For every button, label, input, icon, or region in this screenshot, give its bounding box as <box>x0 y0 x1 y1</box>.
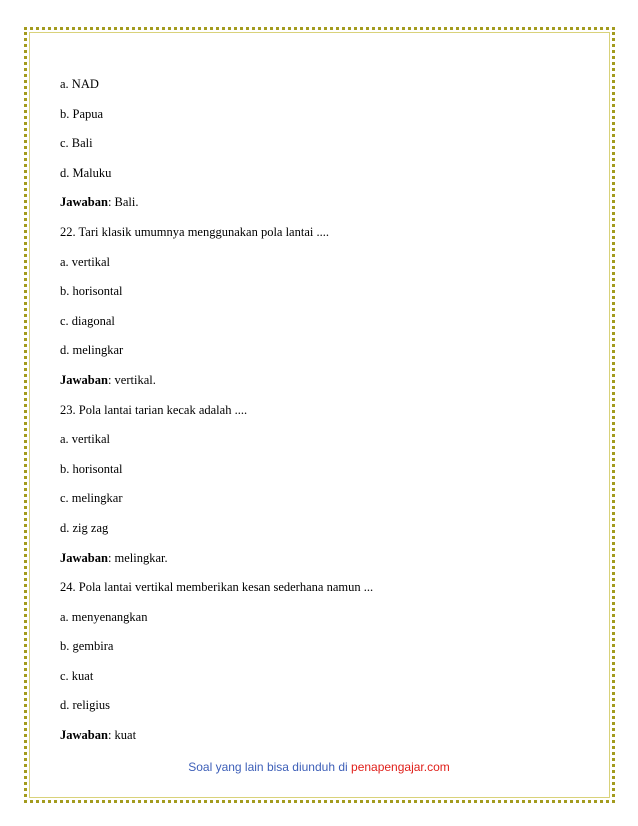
option-line: d. melingkar <box>60 343 124 358</box>
answer-value: : kuat <box>107 728 137 743</box>
answer-value: : melingkar. <box>107 550 168 565</box>
option-line: a. NAD <box>60 77 99 91</box>
document-body <box>60 76 580 757</box>
footer-link[interactable]: penapengajar.com <box>351 760 450 774</box>
footer-text: Soal yang lain bisa diunduh di <box>188 760 352 774</box>
option-line: a. vertikal <box>60 432 110 447</box>
question-line: 23. Pola lantai tarian kecak adalah .... <box>60 402 248 417</box>
answer-label: Jawaban <box>60 550 108 565</box>
option-line: c. Bali <box>60 136 93 151</box>
option-line: c. kuat <box>60 668 94 683</box>
answer-line <box>60 550 580 580</box>
answer-line <box>60 727 580 757</box>
option-line: b. gembira <box>60 639 114 654</box>
answer-label: Jawaban <box>60 372 108 387</box>
answer-line <box>60 194 580 224</box>
question-line: 24. Pola lantai vertikal memberikan kesan sederhana namun ... <box>60 580 374 595</box>
option-line: c. melingkar <box>60 491 123 506</box>
answer-line <box>60 372 580 402</box>
option-line: d. Maluku <box>60 165 112 180</box>
answer-label: Jawaban <box>60 728 108 743</box>
option-line: a. menyenangkan <box>60 609 148 624</box>
option-line: b. horisontal <box>60 284 123 299</box>
footer <box>0 760 638 774</box>
option-line: a. vertikal <box>60 254 110 269</box>
option-line: d. zig zag <box>60 520 109 535</box>
option-line: c. diagonal <box>60 313 115 328</box>
answer-value: : Bali. <box>107 195 139 210</box>
option-line: b. horisontal <box>60 461 123 476</box>
option-line: d. religius <box>60 698 110 713</box>
answer-label: Jawaban <box>60 195 108 210</box>
answer-value: : vertikal. <box>107 372 156 387</box>
question-line: 22. Tari klasik umumnya menggunakan pola lantai .... <box>60 224 329 239</box>
option-line: b. Papua <box>60 106 104 121</box>
